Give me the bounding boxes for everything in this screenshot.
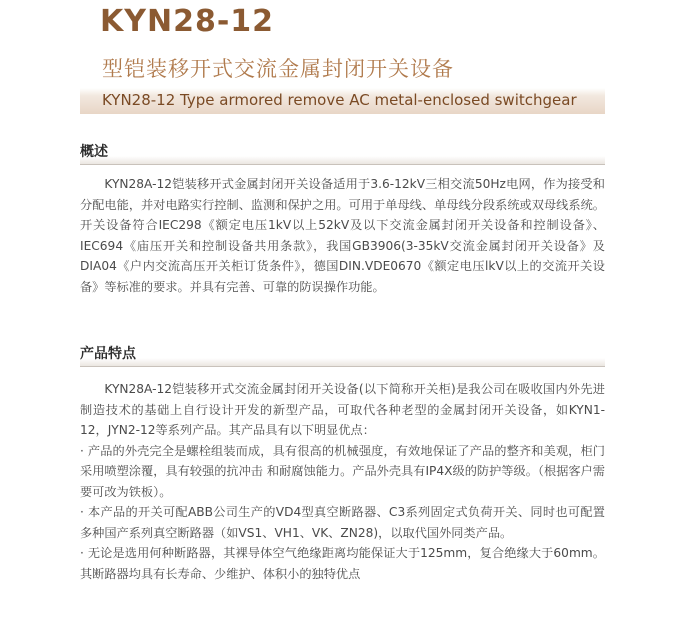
- features-body: [80, 379, 605, 584]
- product-title-chinese: 型铠装移开式交流金属封闭开关设备: [102, 57, 454, 81]
- overview-paragraph: KYN28A-12铠装移开式金属封闭开关设备适用于3.6-12kV三相交流50Hz电网，作为接受和分配电能，并对电路实行控制、监测和保护之用。可用于单母线、单母线分段系统或双母线系统。开关设备符合IEC298《额定电压1kV以上52kV及以下交流金属封闭开关设备和控制设备》、IEC694《庙压开关和控制设备共用条款》，我国GB3906(3-35kV交流金属封闭开关设备》及DIA04《户内交流高压开关柜订货条件》，德国DIN.VDE0670《额定电压lkV以上的交流开关设备》等标准的要求。并具有完善、可靠的防误操作功能。: [80, 177, 605, 294]
- product-title-english: KYN28-12 Type armored remove AC metal-enclosed switchgear: [102, 91, 577, 109]
- feature-point-breakers: · 本产品的开关可配ABB公司生产的VD4型真空断路器、C3系列固定式负荷开关、同时也可配置多种国产系列真空断路器（如VS1、VH1、VK、ZN28)，以取代国外同类产品。: [80, 505, 605, 540]
- features-intro: KYN28A-12铠装移开式交流金属封闭开关设备(以下简称开关柜)是我公司在吸收国内外先进制造技术的基础上自行设计开发的新型产品，可取代各种老型的金属封闭开关设备，如KYN1-12，JYN2-12等系列产品。其产品具有以下明显优点：: [80, 382, 605, 437]
- overview-heading: 概述: [80, 144, 108, 160]
- product-model: KYN28-12: [100, 4, 275, 39]
- features-section-header: [80, 344, 605, 367]
- features-heading: 产品特点: [80, 346, 136, 362]
- feature-point-insulation: · 无论是选用何种断路器，其裸导体空气绝缘距离均能保证大于125mm，复合绝缘大于60mm。其断路器均具有长寿命、少维护、体积小的独特优点: [80, 546, 605, 581]
- english-title-band: [80, 88, 605, 114]
- overview-body: [80, 174, 605, 297]
- overview-section-header: [80, 142, 605, 165]
- feature-point-enclosure: · 产品的外壳完全是螺栓组装而成，具有很高的机械强度，有效地保证了产品的整齐和美观，柜门采用喷塑涂覆，具有较强的抗冲击 和耐腐蚀能力。产品外壳具有IP4X级的防护等级。（根据客户需要可改为铁板）。: [80, 443, 605, 499]
